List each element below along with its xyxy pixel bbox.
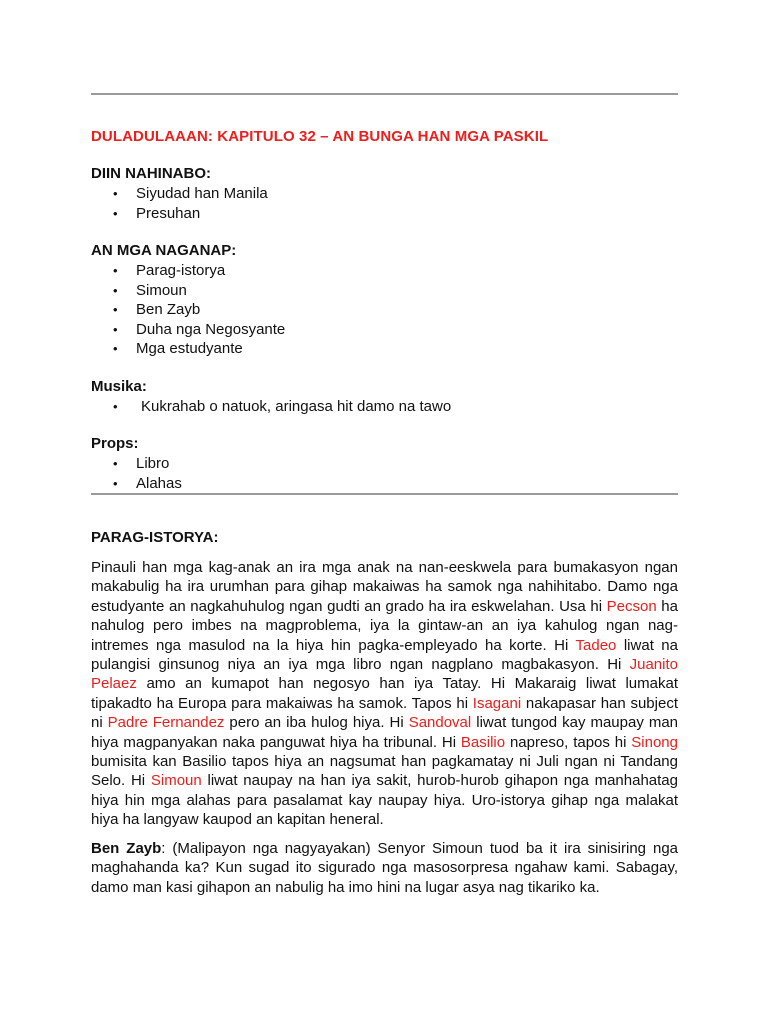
narration-text: nakapasar han subject ni (91, 694, 678, 732)
bullet-icon: • (113, 263, 118, 278)
bullet-icon: • (113, 341, 118, 356)
list-item: • Kukrahab o natuok, aringasa hit damo na tawo (113, 398, 452, 415)
top-divider (91, 93, 678, 95)
list-item: • Mga estudyante (113, 340, 243, 357)
props-list (91, 454, 182, 493)
narration-text: liwat tungod kay maupay man hiya magpanyakan naka panguwat hiya ha tribunal. Hi (91, 714, 679, 751)
props-heading: Props: (91, 435, 139, 452)
narrator-paragraph (91, 558, 678, 830)
bullet-icon: • (113, 302, 118, 317)
character-name: Simoun (150, 772, 202, 790)
document-title: DULADULAAAN: KAPITULO 32 – AN BUNGA HAN MGA PASKIL (91, 128, 549, 145)
list-item: • Duha nga Negosyante (113, 320, 286, 338)
narration-text: bumisita kan Basilio tapos hiya an nagsumat han pagkamatay ni Juli ngan ni Tandang Selo. Hi (91, 753, 678, 790)
characters-list (91, 261, 285, 359)
list-item: • Alahas (113, 474, 182, 492)
narrator-heading: PARAG-ISTORYA: (91, 529, 219, 546)
narration-text: pero an iba hulog hiya. Hi (224, 714, 409, 732)
narration-text: liwat naupay na han iya sakit, hurob-hurob gihapon nga manhahatag hiya hin mga alahas para pasalamat kay naupay hiya. Uro-istorya gihap nga malakat hiya ha langyaw kaupod an kapitan heneral. (91, 772, 678, 829)
narration-text: Pinauli han mga kag-anak an ira mga anak na nan-eeskwela para bumakasyon ngan makabulig ha ira urumhan para gihap makaiwas ha samok nga nahihitabo. Damo nga estudyante an nagkahuhulog ngan gudti an grado ha ira eskwelahan. Usa hi (91, 559, 678, 615)
character-name: Basilio (460, 733, 506, 751)
dialogue-paragraph (91, 839, 678, 897)
dialogue-text: : (Malipayon nga nagyayakan) Senyor Simoun tuod ba it ira sinisiring nga maghahanda ka? Kun sugad ito sigurado nga masosorpresa ngahaw kami. Sabagay, damo man kasi gihapon an nabulig ha imo hini na lugar asya nag tikariko ka. (91, 840, 678, 896)
list-item: • Siyudad han Manila (113, 185, 268, 202)
speaker-name: Ben Zayb (91, 840, 162, 857)
bullet-icon: • (113, 321, 118, 337)
characters-heading: AN MGA NAGANAP: (91, 242, 237, 259)
character-name: Tadeo (575, 636, 617, 654)
narration-text: napreso, tapos hi (505, 733, 632, 751)
bullet-icon: • (113, 205, 118, 221)
character-name: Padre Fernandez (107, 714, 225, 732)
character-name: Pecson (606, 597, 657, 615)
bullet-icon: • (113, 282, 118, 298)
character-name: Isagani (472, 694, 522, 712)
list-item: • Ben Zayb (113, 301, 201, 318)
narration-text: ha nahulog pero imbes na magproblema, iya la gintaw-an an iya kahulog ngan nag-intremes nga masulod na la hiya hin pagka-empleyado ha korte. Hi (91, 597, 678, 654)
setting-list (91, 184, 268, 223)
setting-heading: DIIN NAHINABO: (91, 165, 211, 182)
narration-text: liwat na pulangisi ginsunog niya an iya mga libro ngan nagplano magbakasyon. Hi (91, 636, 678, 674)
music-list (91, 397, 451, 417)
list-item: • Presuhan (113, 204, 201, 222)
music-heading: Musika: (91, 378, 147, 395)
list-item: • Parag-istorya (113, 262, 226, 279)
bullet-icon: • (113, 456, 118, 471)
section-divider (91, 493, 678, 495)
character-name: Sinong (631, 733, 678, 751)
bullet-icon: • (113, 186, 118, 201)
bullet-icon: • (113, 399, 118, 414)
character-name: Sandoval (408, 714, 472, 732)
bullet-icon: • (113, 475, 118, 491)
character-name: Juanito Pelaez (91, 656, 678, 693)
narration-text: amo an kumapot han negosyo han iya Tatay. Hi Makaraig liwat lumakat tipakadto ha Europa para makaiwas ha samok. Tapos hi (91, 675, 678, 712)
list-item: • Libro (113, 455, 170, 472)
list-item: • Simoun (113, 281, 187, 299)
